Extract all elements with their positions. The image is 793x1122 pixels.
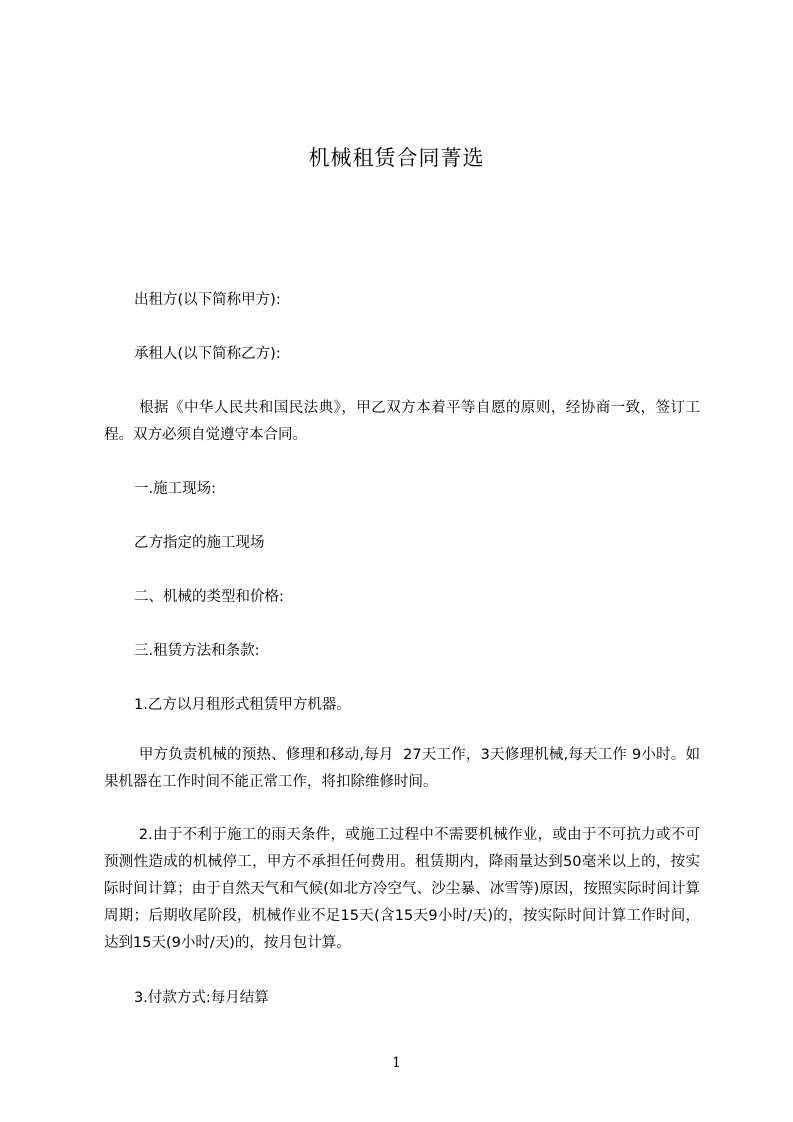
clause-2: 2.由于不利于施工的雨天条件，或施工过程中不需要机械作业，或由于不可抗力或不可预测性造成的机械停工，甲方不承担任何费用。租赁期内，降雨量达到50毫米以上的，按实际时间计算；由于自然天气和气候(如北方冷空气、沙尘暴、冰雪等)原因，按照实际时间计算周期；后期收尾阶段，机械作业不足15天(含15天9小时/天)的，按实际时间计算工作时间，达到15天(9小时/天)的，按月包计算。	[104, 827, 700, 951]
paragraph-lessor: 出租方(以下简称甲方):	[134, 292, 281, 308]
paragraph-site: 乙方指定的施工现场	[134, 535, 265, 551]
section-heading-terms: 三.租赁方法和条款:	[134, 643, 260, 659]
section-heading-site: 一.施工现场:	[134, 481, 216, 497]
paragraph-preamble: 根据《中华人民共和国民法典》，甲乙双方本着平等自愿的原则，经协商一致，签订工程。双方必须自觉遵守本合同。	[104, 400, 701, 443]
section-heading-machinery: 二、机械的类型和价格:	[134, 589, 284, 605]
paragraph-lessee: 承租人(以下简称乙方):	[134, 346, 281, 362]
clause-1: 1.乙方以月租形式租赁甲方机器。	[134, 697, 351, 713]
page-number: 1	[392, 1055, 401, 1071]
document-title: 机械租赁合同菁选	[308, 146, 485, 170]
clause-3: 3.付款方式:每月结算	[134, 990, 269, 1006]
clause-1-detail: 甲方负责机械的预热、修理和移动,每月 27天工作，3天修理机械,每天工作 9小时。如果机器在工作时间不能正常工作，将扣除维修时间。	[104, 747, 700, 790]
